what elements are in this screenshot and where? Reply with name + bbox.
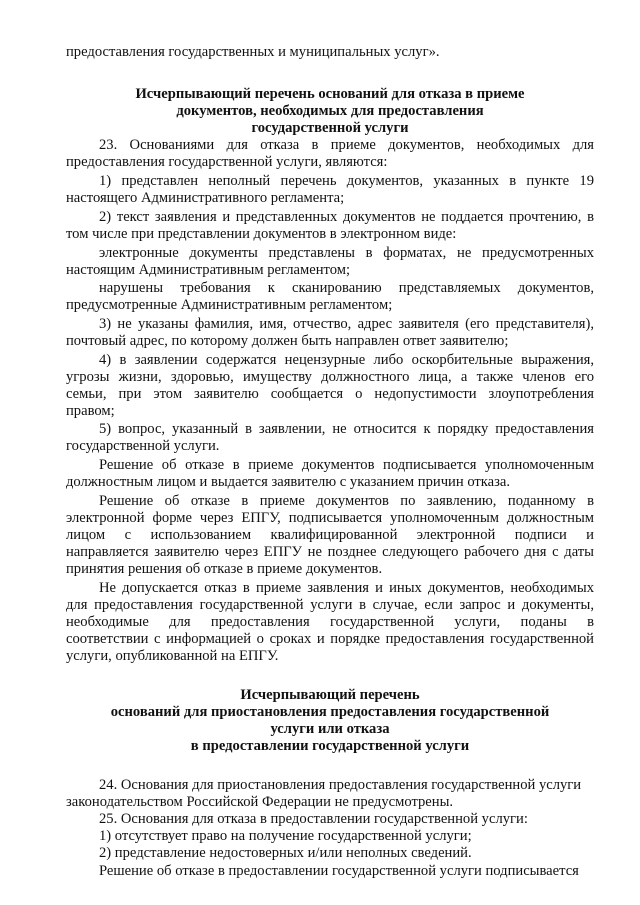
heading-1-line: государственной услуги: [251, 120, 409, 136]
paragraph-line: Решение об отказе в приеме документов подписывается уполномоченным: [99, 457, 594, 473]
paragraph-line: семьи, при этом заявителю сообщается о недопустимости злоупотребления: [66, 386, 594, 402]
paragraph-line: 3) не указаны фамилия, имя, отчество, адрес заявителя (его представителя),: [99, 316, 594, 332]
paragraph-line: предоставления государственной услуги, являются:: [66, 154, 388, 170]
paragraph-line: 1) представлен неполный перечень документов, указанных в пункте 19: [99, 173, 594, 189]
heading-2-line: в предоставлении государственной услуги: [190, 738, 470, 754]
paragraph-line: 4) в заявлении содержатся нецензурные либо оскорбительные выражения,: [99, 352, 594, 368]
paragraph-line: 23. Основаниями для отказа в приеме документов, необходимых для: [99, 137, 594, 153]
paragraph-line: для предоставления государственной услуги в случае, если запрос и документы,: [66, 597, 594, 613]
heading-1-line: Исчерпывающий перечень оснований для отказа в приеме: [135, 86, 525, 102]
paragraph-line: 1) отсутствует право на получение государственной услуги;: [99, 828, 472, 844]
paragraph-line: услуги, опубликованной на ЕПГУ.: [66, 648, 279, 664]
paragraph-line: угрозы жизни, здоровью, имуществу должностного лица, а также членов его: [66, 369, 594, 385]
paragraph-line: предусмотренные Административным регламентом;: [66, 297, 393, 313]
paragraph-line: Решение об отказе в приеме документов по заявлению, поданному в: [99, 493, 594, 509]
heading-2-line: услуги или отказа: [270, 721, 390, 737]
paragraph-line: государственной услуги.: [66, 438, 220, 454]
paragraph-line: направляется заявителю через ЕПГУ не позднее следующего рабочего дня с даты: [66, 544, 594, 560]
paragraph-line: 5) вопрос, указанный в заявлении, не относится к порядку предоставления: [99, 421, 594, 437]
paragraph-line: 2) представление недостоверных и/или неполных сведений.: [99, 845, 472, 861]
paragraph-line: лицом с использованием квалифицированной электронной подписи и: [66, 527, 594, 543]
heading-2-line: Исчерпывающий перечень: [240, 687, 420, 703]
paragraph-line: соответствии с информацией о сроках и порядке предоставления государственной: [66, 631, 594, 647]
paragraph-line: том числе при представлении документов в электронном виде:: [66, 226, 457, 242]
paragraph-line: настоящим Административным регламентом;: [66, 262, 351, 278]
paragraph-line: должностным лицом и выдается заявителю с указанием причин отказа.: [66, 474, 511, 490]
paragraph-line: 25. Основания для отказа в предоставлении государственной услуги:: [99, 811, 528, 827]
paragraph-line: необходимые для предоставления государственной услуги, поданы в: [66, 614, 594, 630]
paragraph-line: 2) текст заявления и представленных документов не поддается прочтению, в: [99, 209, 594, 225]
paragraph-line: почтовый адрес, по которому должен быть направлен ответ заявителю;: [66, 333, 509, 349]
paragraph-line: правом;: [66, 403, 115, 419]
paragraph-line: Не допускается отказ в приеме заявления и иных документов, необходимых: [99, 580, 594, 596]
paragraph-line: электронной форме через ЕПГУ, подписывается уполномоченным должностным: [66, 510, 594, 526]
paragraph-line: законодательством Российской Федерации не предусмотрены.: [66, 794, 454, 810]
paragraph-line: настоящего Административного регламента;: [66, 190, 345, 206]
paragraph-line: нарушены требования к сканированию представляемых документов,: [99, 280, 594, 296]
heading-2-line: оснований для приостановления предоставления государственной: [110, 704, 550, 720]
intro-line: предоставления государственных и муниципальных услуг».: [66, 44, 440, 60]
paragraph-line: принятия решения об отказе в приеме документов.: [66, 561, 383, 577]
paragraph-line: Решение об отказе в предоставлении государственной услуги подписывается: [99, 863, 579, 879]
paragraph-line: электронные документы представлены в форматах, не предусмотренных: [99, 245, 594, 261]
heading-1-line: документов, необходимых для предоставления: [176, 103, 484, 119]
paragraph-line: 24. Основания для приостановления предоставления государственной услуги: [99, 777, 582, 793]
